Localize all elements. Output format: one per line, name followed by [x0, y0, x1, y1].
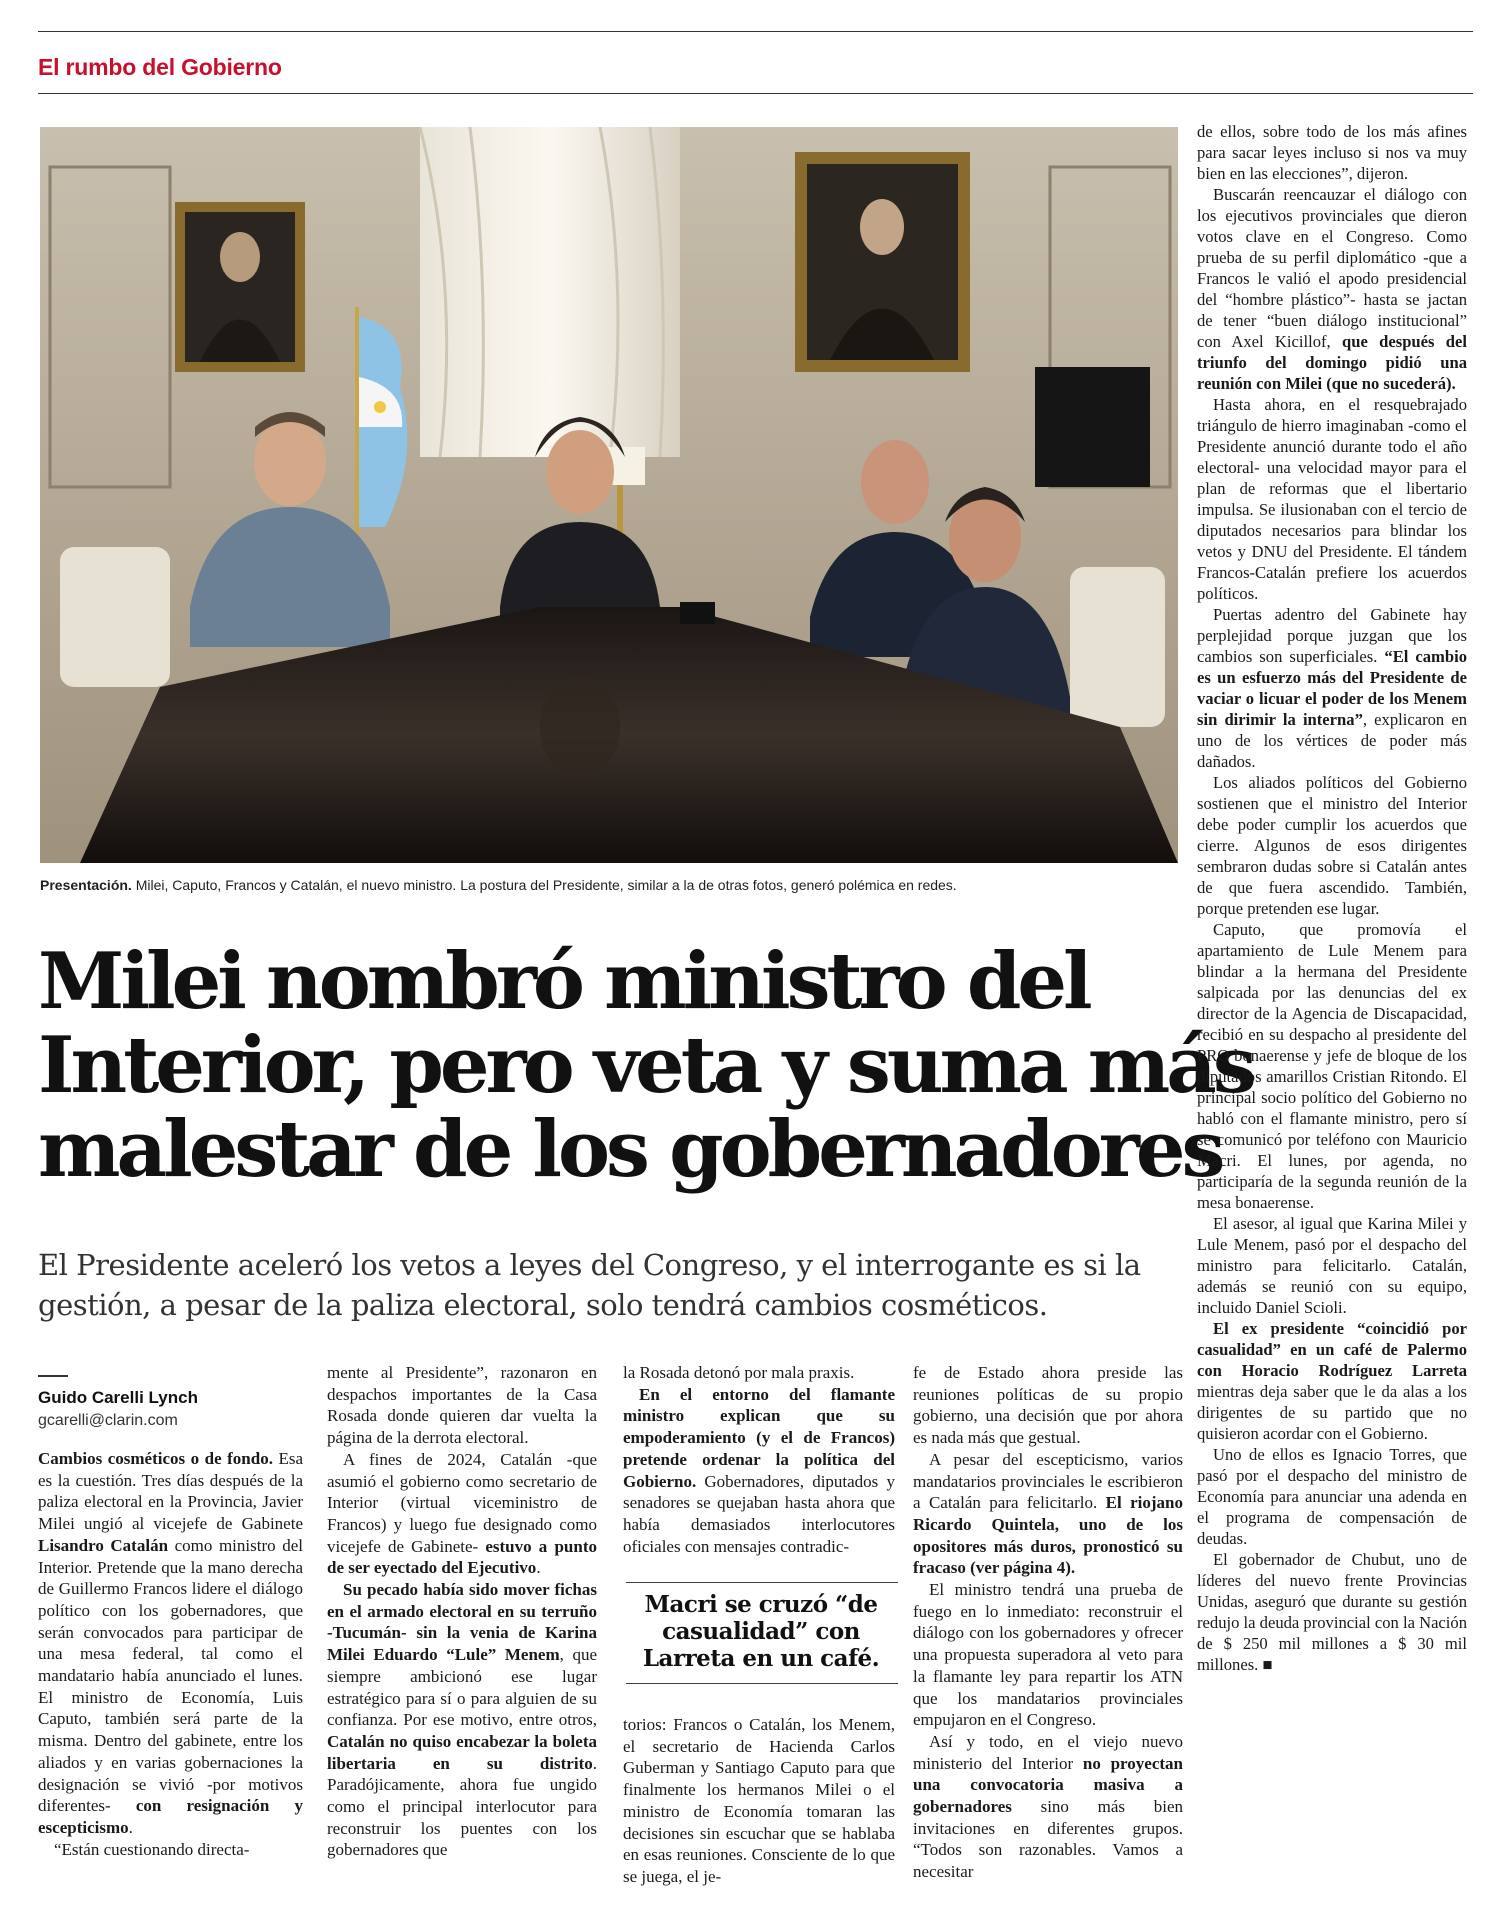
- col5-paragraph-9: Uno de ellos es Ignacio Torres, que pasó por el despacho del ministro de Economía para anunciar una adenda en el programa de compensación de deudas.: [1197, 1445, 1467, 1548]
- author-byline: Guido Carelli Lynch: [38, 1388, 198, 1407]
- col4-paragraph-1: fe de Estado ahora preside las reuniones políticas de su propio gobierno, una decisión que por ahora es nada más que gestual.: [913, 1363, 1183, 1448]
- col5-paragraph-5: Los aliados políticos del Gobierno sostienen que el ministro del Interior debe poder cumplir los acuerdos que cierre. Algunos de esos dirigentes sembraron dudas sobre si Catalán antes de que fuera ascendido. También, porque pretenden ese lugar.: [1197, 773, 1467, 918]
- byline-rule: [38, 1375, 68, 1377]
- pull-quote-rule-bottom: [626, 1683, 898, 1684]
- col2-bold: estuvo a punto de ser eyectado del Ejecutivo: [327, 1536, 597, 1578]
- col1-paragraph-2: “Están cuestionando directa-: [54, 1839, 250, 1859]
- col2-bold-2: Su pecado había sido mover fichas en el armado electoral en su terruño -Tucumán- sin la venia de Karina Milei Eduardo “Lule” Menem: [327, 1580, 597, 1665]
- col2-bold-3: Catalán no quiso encabezar la boleta libertaria en su distrito: [327, 1731, 597, 1773]
- col5-paragraph-3: Hasta ahora, en el resquebrajado triángulo de hierro imaginaban -como el Presidente anunció durante todo el año electoral- una velocidad mayor para el plan de reformas que el libertario impulsa. Se ilusionaban con el tercio de diputados necesarios para blindar los vetos y DNU del Presidente. El tándem Francos-Catalán prefiere los acuerdos políticos.: [1197, 395, 1467, 603]
- headline: [38, 936, 1253, 1195]
- article-column-3-continued: [623, 1714, 895, 1888]
- col4-text: A pesar del escepticismo, varios mandatarios provinciales le escribieron a Catalán para felicitarlo.: [913, 1449, 1183, 1513]
- photo-illustration: [40, 127, 1178, 863]
- col1-lead: Cambios cosméticos o de fondo.: [38, 1449, 273, 1468]
- caption-lead: Presentación.: [40, 877, 132, 893]
- col3-bold: En el entorno del flamante ministro explican que su empoderamiento (y el de Francos) pretende ordenar la política del Gobierno.: [623, 1384, 895, 1491]
- news-photo: [40, 127, 1178, 863]
- col5-text-4: Puertas adentro del Gabinete hay perplejidad porque juzgan que los cambios son superficiales.: [1197, 605, 1467, 666]
- col2-text-2: , que siempre ambicionó ese lugar estratégico para sí o para alguien de su confianza. Por ese motivo, entre otros,: [327, 1645, 597, 1730]
- col5-text-8: mientras deja saber que le da alas a los dirigentes de su partido que no quisieron acordar con el Gobierno.: [1197, 1382, 1467, 1443]
- section-rule: [38, 93, 1473, 94]
- col1-text-end: como ministro del Interior. Pretende que la mano derecha de Guillermo Francos lidere el diálogo político con los gobernadores, que serán convocados para participar de una mesa federal, tal como el mandatario había anunciado el lunes. El ministro de Economía, Luis Caputo, también será parte de la misma. Dentro del gabinete, entre los aliados y en varias gobernaciones la designación se vivió -por motivos diferentes-: [38, 1535, 303, 1816]
- article-column-4: [913, 1362, 1183, 1883]
- col5-bold-4: “El cambio es un esfuerzo más del Presidente de vaciar o licuar el poder de los Menem sin dirimir la interna”: [1197, 647, 1467, 729]
- col2-end: .: [536, 1558, 541, 1578]
- deck-subtitle: El Presidente aceleró los vetos a leyes del Congreso, y el interrogante es si la gestión, a pesar de la paliza electoral, solo tendrá cambios cosméticos.: [38, 1248, 1141, 1322]
- article-column-3: [623, 1362, 895, 1557]
- pull-quote: Macri se cruzó “de casualidad” con Larreta en un café.: [642, 1591, 880, 1672]
- col5-paragraph-7: El asesor, al igual que Karina Milei y Lule Menem, pasó por el despacho del ministro para felicitarlo. Catalán, además se reunió con su equipo, incluido Daniel Scioli.: [1197, 1214, 1467, 1317]
- col5-bold-8: El ex presidente “coincidió por casualidad” en un café de Palermo con Horacio Rodríguez Larreta: [1197, 1319, 1467, 1380]
- col3-text: Gobernadores, diputados y senadores se quejaban hasta ahora que había demasiados interlocutores oficiales con mensajes contradic-: [623, 1471, 895, 1556]
- caption-text: Milei, Caputo, Francos y Catalán, el nuevo ministro. La postura del Presidente, similar a la de otras fotos, generó polémica en redes.: [131, 877, 957, 893]
- col5-text-4-end: , explicaron en uno de los vértices de poder más dañados.: [1197, 710, 1467, 771]
- pull-quote-rule-top: [626, 1582, 898, 1583]
- article-column-1: [38, 1448, 303, 1860]
- col1-name: Lisandro Catalán: [38, 1535, 169, 1555]
- col5-text-2: Buscarán reencauzar el diálogo con los ejecutivos provinciales que dieron votos clave en el Congreso. Como prueba de su perfil diplomático -que a Francos le valió el apodo presidencial del “hombre plástico”- hasta se jactan de tener “buen diálogo institucional” con Axel Kicillof,: [1197, 185, 1467, 351]
- col1-dot: .: [128, 1817, 133, 1837]
- col2-text-3: . Paradójicamente, ahora fue ungido como el principal interlocutor para reconstruir los puentes con los gobernadores que: [327, 1753, 597, 1860]
- col3-paragraph-3: torios: Francos o Catalán, los Menem, el secretario de Hacienda Carlos Guberman y Santiago Caputo para que finalmente los hermanos Milei o el ministro de Economía tomaran las decisiones sin escuchar que se hablaba en esas reuniones. Consciente de lo que se juega, el je-: [623, 1715, 895, 1886]
- col3-paragraph-1: la Rosada detonó por mala praxis.: [623, 1363, 855, 1382]
- col4-paragraph-3: El ministro tendrá una prueba de fuego en lo inmediato: reconstruir el diálogo con los gobernadores y ofrecer una propuesta superadora al veto para la flamante ley para repartir los ATN que los mandatarios provinciales empujaron en el Congreso.: [913, 1580, 1183, 1730]
- col1-tail: con resignación y escepticismo: [38, 1796, 303, 1837]
- section-label: El rumbo del Gobierno: [38, 54, 282, 80]
- article-column-5: [1197, 121, 1467, 1675]
- headline-line-1: Milei nombró ministro del: [38, 936, 1089, 1027]
- col5-paragraph-6: Caputo, que promovía el apartamiento de Lule Menem para blindar a la hermana del Presidente salpicada por las denuncias del ex director de la Agencia de Discapacidad, recibió en su despacho al presidente del PRO bonaerense y jefe de bloque de los diputados amarillos Cristian Ritondo. El principal socio político del Gobierno no habló con el flamante ministro, pero sí se comunicó por teléfono con Mauricio Macri. El lunes, por agenda, no participaría de la segunda reunión de la mesa bonaerense.: [1197, 920, 1467, 1212]
- headline-line-3: malestar de los gobernadores: [38, 1104, 1222, 1195]
- col4-bold-2: no proyectan una convocatoria masiva a gobernadores: [913, 1753, 1183, 1817]
- col5-bold-2: que después del triunfo del domingo pidió una reunión con Milei (que no sucederá).: [1197, 332, 1468, 393]
- col2-text: A fines de 2024, Catalán -que asumió el gobierno como secretario de Interior (virtual viceministro de Francos) y luego fue designado como vicejefe de Gabinete-: [327, 1449, 597, 1556]
- author-email: gcarelli@clarin.com: [38, 1412, 178, 1429]
- top-rule: [38, 31, 1473, 32]
- col4-text-3: sino más bien invitaciones en diferentes grupos. “Todos son razonables. Vamos a necesitar: [913, 1797, 1183, 1882]
- headline-line-2: Interior, pero veta y suma más: [38, 1020, 1253, 1111]
- col5-paragraph-10: El gobernador de Chubut, uno de líderes del nuevo frente Provincias Unidas, aseguró que durante su gestión redujo la deuda provincial con la Nación de $ 250 mil millones a $ 30 mil millones. ■: [1197, 1550, 1468, 1674]
- col4-bold: El riojano Ricardo Quintela, uno de los opositores más duros, pronosticó su fracaso (ver página 4).: [913, 1493, 1184, 1578]
- photo-caption: [40, 877, 1180, 893]
- article-column-2: [327, 1362, 597, 1861]
- col4-text-2: Así y todo, en el viejo nuevo ministerio del Interior: [913, 1731, 1183, 1773]
- col5-paragraph-1: de ellos, sobre todo de los más afines para sacar leyes incluso si nos va muy bien en las elecciones”, dijeron.: [1197, 122, 1467, 183]
- col1-text: Esa es la cuestión. Tres días después de la paliza electoral en la Provincia, Javier Milei ungió al vicejefe de Gabinete: [38, 1449, 303, 1534]
- col2-paragraph-1: mente al Presidente”, razonaron en despachos importantes de la Casa Rosada donde quieren dar vuelta la página de la derrota electoral.: [327, 1363, 597, 1448]
